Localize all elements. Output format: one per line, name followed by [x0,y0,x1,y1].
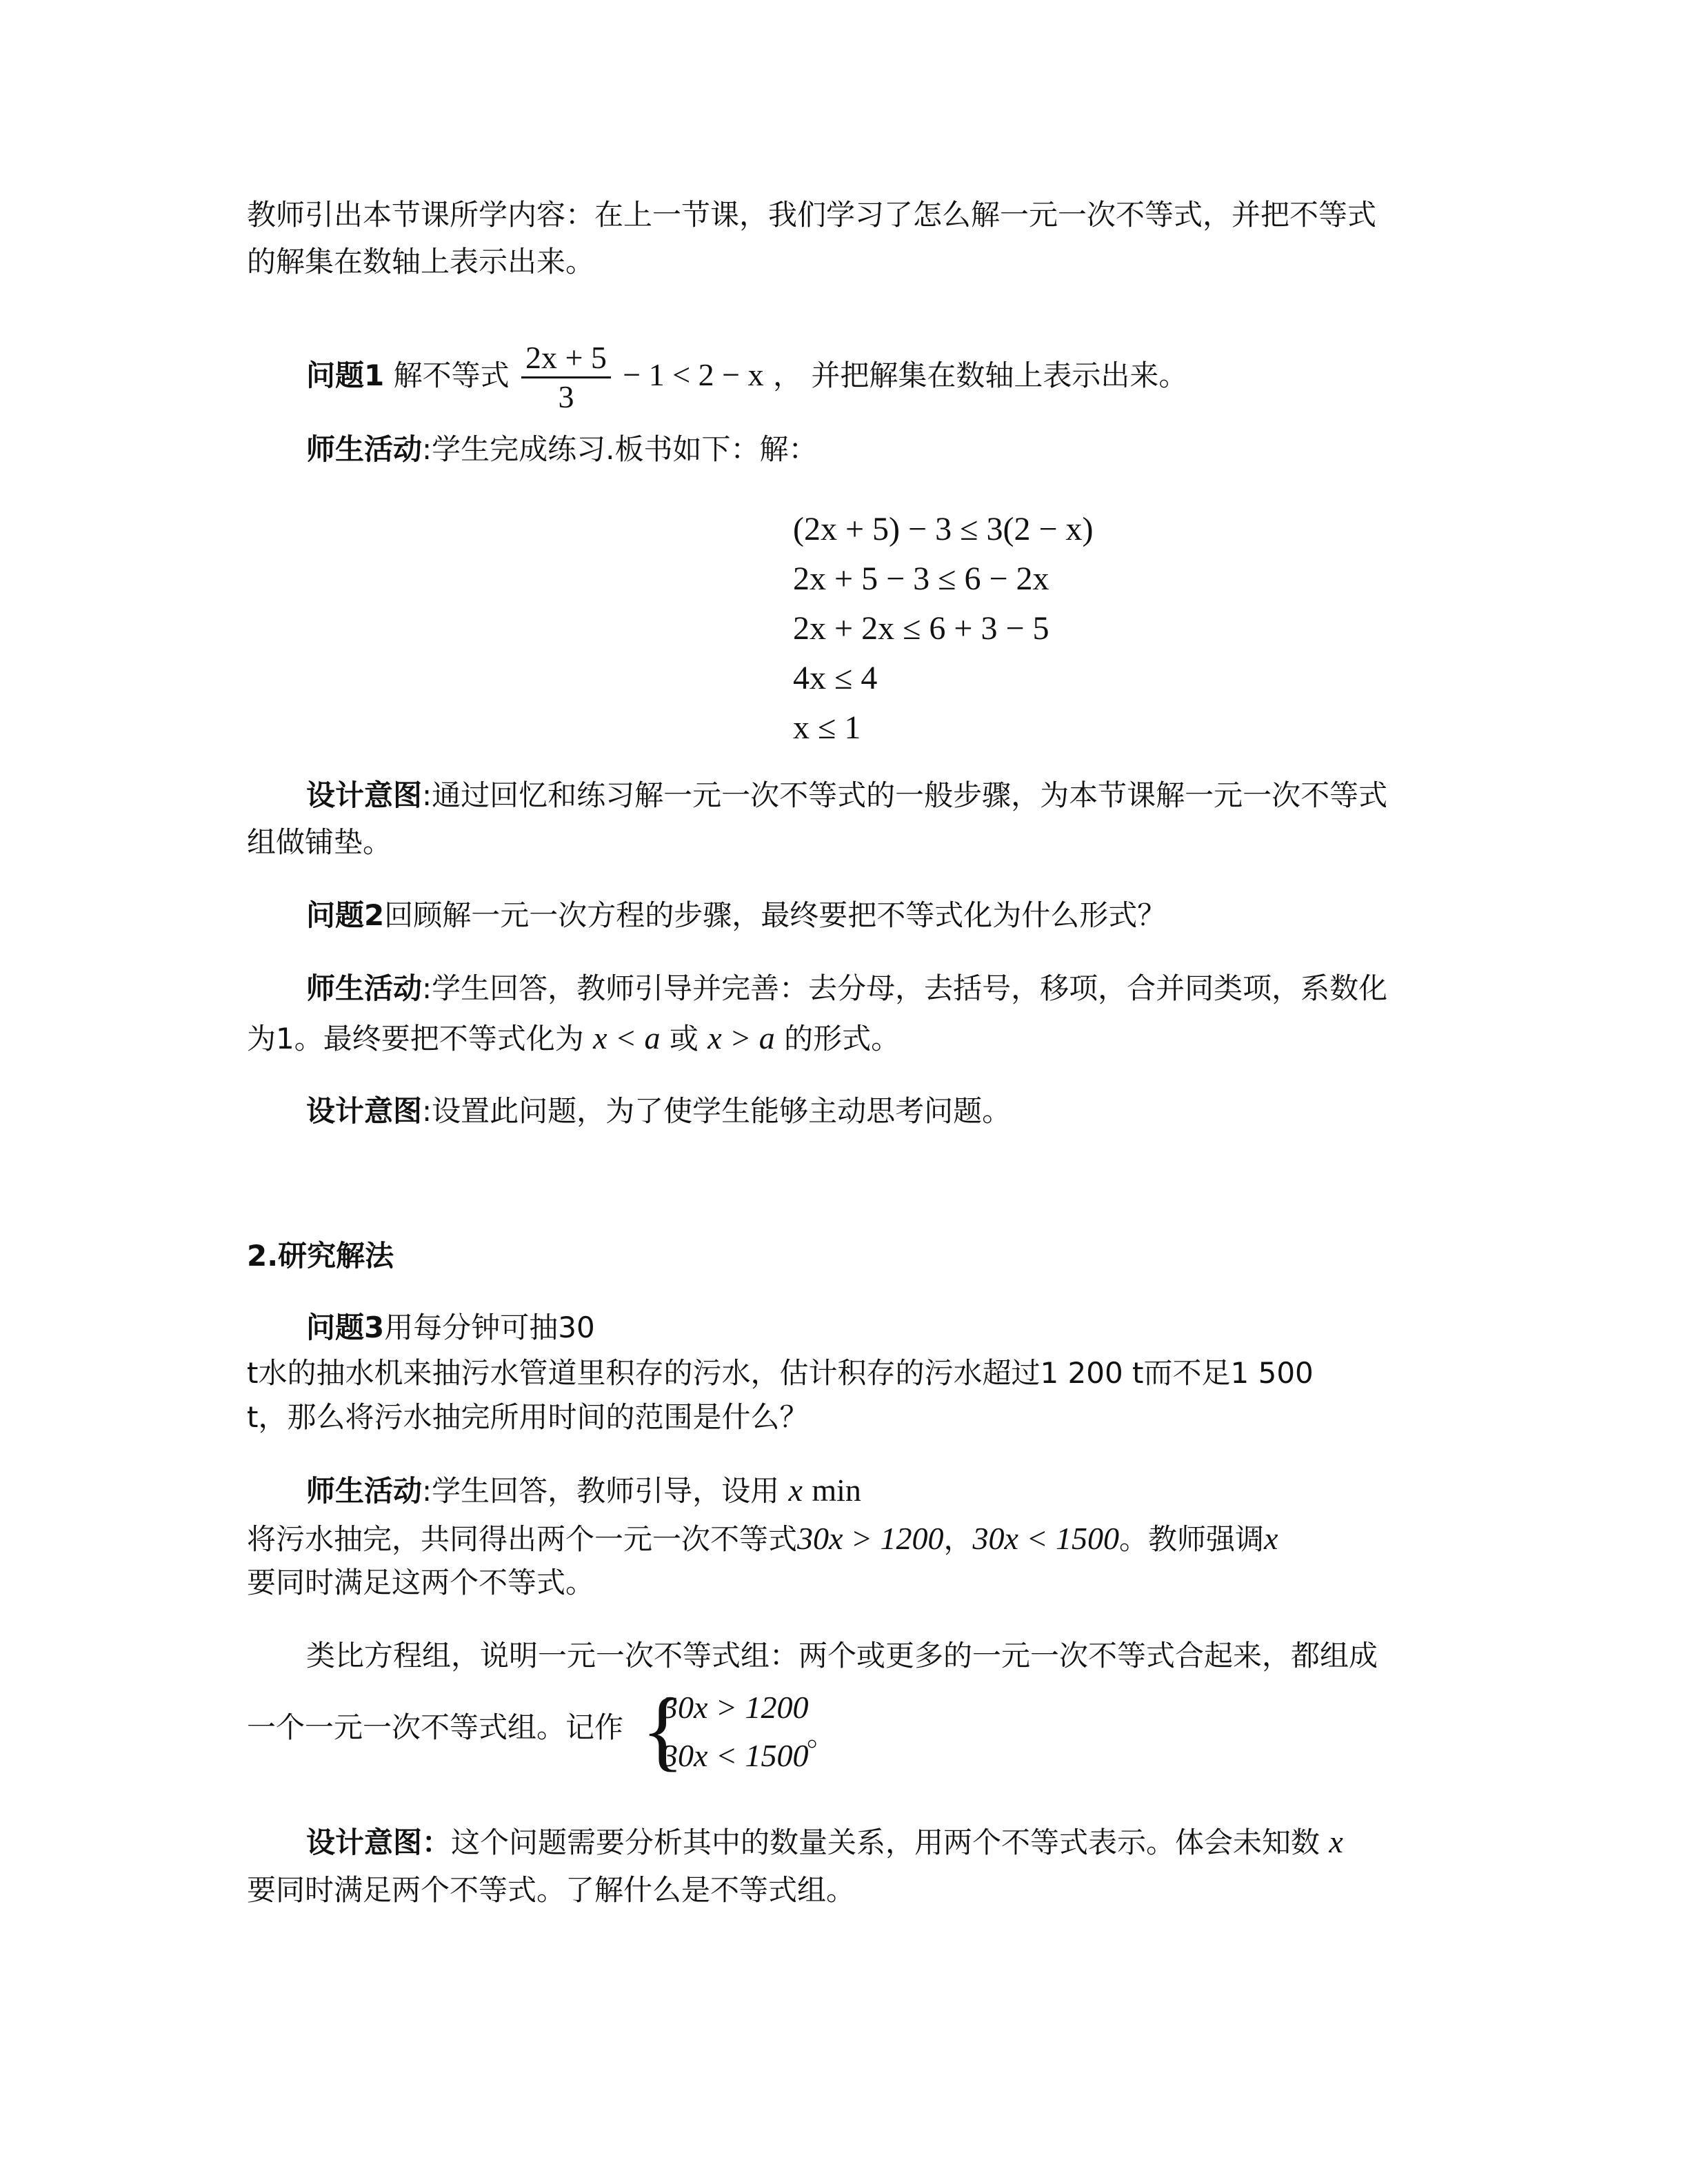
design-intent-2-text: :设置此问题，为了使学生能够主动思考问题。 [422,1094,1012,1128]
design-intent-2 [306,1091,1011,1132]
system-inequality-1: 30x > 1200 [662,1690,809,1725]
activity-2-text-a: 为1。最终要把不等式化为 [247,1022,584,1055]
question-3-text: 用每分钟可抽30 [384,1311,595,1344]
activity-2-text: :学生回答，教师引导并完善：去分母，去括号，移项，合并同类项，系数化 [422,971,1388,1005]
question-1-text-before: 解不等式 [393,358,510,392]
activity-1-label: 师生活动 [306,432,423,466]
fraction-denominator: 3 [558,379,574,414]
question-3-line-1 [306,1307,595,1348]
solution-step-5: x ≤ 1 [793,709,861,746]
question-3-line-3: t，那么将污水抽完所用时间的范围是什么？ [247,1400,809,1434]
design-intent-3-line-1 [306,1821,1343,1863]
intro-line-2: 的解集在数轴上表示出来。 [247,245,595,279]
solution-steps [793,505,1094,753]
design-intent-1-label: 设计意图 [306,778,423,812]
expression-x-less-a: x < a [593,1020,661,1055]
activity-2-line-2 [247,1018,900,1060]
question-1-label: 问题1 [306,358,385,392]
intro-line-1: 教师引出本节课所学内容：在上一节课，我们学习了怎么解一元一次不等式，并把不等式 [247,198,1377,232]
section-2-title: 2.研究解法 [247,1239,394,1273]
analogy-end: 。 [807,1719,836,1752]
question-3-line-2: t水的抽水机来抽污水管道里积存的污水，估计积存的污水超过1 200 t而不足1 500 [247,1356,1314,1390]
activity-2-text-or: 或 [669,1022,699,1055]
activity-2-label: 师生活动 [306,971,423,1005]
activity-3-text-b: 。教师强调 [1118,1522,1264,1556]
fraction-numerator: 2x + 5 [521,339,611,378]
question-1-text-after: ， 并把解集在数轴上表示出来。 [772,358,1188,392]
activity-3-text: :学生回答，教师引导，设用 [422,1474,780,1508]
solution-step-1: (2x + 5) − 3 ≤ 3(2 − x) [793,511,1094,547]
activity-3-text-a: 将污水抽完，共同得出两个一元一次不等式 [247,1522,798,1556]
variable-x: x [1263,1521,1278,1556]
design-intent-1-line-1 [306,775,1387,816]
expression-x-greater-a: x > a [707,1020,775,1055]
activity-3-comma: ， [943,1522,973,1556]
design-intent-3-text: 这个问题需要分析其中的数量关系，用两个不等式表示。体会未知数 [451,1826,1320,1859]
analogy-line-1: 类比方程组，说明一元一次不等式组：两个或更多的一元一次不等式合起来，都组成 [306,1639,1378,1672]
activity-2-text-c: 的形式。 [784,1022,901,1055]
question-2-text: 回顾解一元一次方程的步骤，最终要把不等式化为什么形式？ [384,898,1167,932]
question-1-expression: − 1 < 2 − x [623,357,764,392]
activity-3-label: 师生活动 [306,1474,423,1508]
inequality-1: 30x > 1200 [797,1521,944,1556]
question-3-label: 问题3 [306,1311,385,1344]
unit-min: min [812,1473,861,1508]
question-2-label: 问题2 [306,898,385,932]
solution-step-2: 2x + 5 − 3 ≤ 6 − 2x [793,560,1049,597]
system-brace: { [641,1681,685,1780]
analogy-line-2: 一个一元一次不等式组。记作 [247,1710,624,1744]
design-intent-3-line-2: 要同时满足两个不等式。了解什么是不等式组。 [247,1873,856,1907]
activity-1 [306,429,818,470]
variable-x: x [1329,1824,1343,1859]
system-inequality-2: 30x < 1500 [662,1738,809,1773]
question-2 [306,895,1166,936]
activity-3-line-3: 要同时满足这两个不等式。 [247,1566,595,1599]
fraction [521,339,611,416]
activity-1-text: :学生完成练习.板书如下：解： [422,432,818,466]
solution-step-3: 2x + 2x ≤ 6 + 3 − 5 [793,610,1049,647]
variable-x: x [788,1473,803,1508]
activity-2-line-1 [306,968,1387,1009]
solution-step-4: 4x ≤ 4 [793,660,878,696]
activity-3-line-2 [247,1518,1278,1560]
activity-3-line-1 [306,1470,861,1512]
design-intent-1-line-2: 组做铺垫。 [247,825,392,859]
inequality-2: 30x < 1500 [972,1521,1119,1556]
design-intent-1-text: :通过回忆和练习解一元一次不等式的一般步骤，为本节课解一元一次不等式 [422,778,1388,812]
question-1 [306,334,1187,417]
design-intent-2-label: 设计意图 [306,1094,423,1128]
design-intent-3-label: 设计意图： [306,1826,452,1859]
inequality-system [662,1684,808,1780]
